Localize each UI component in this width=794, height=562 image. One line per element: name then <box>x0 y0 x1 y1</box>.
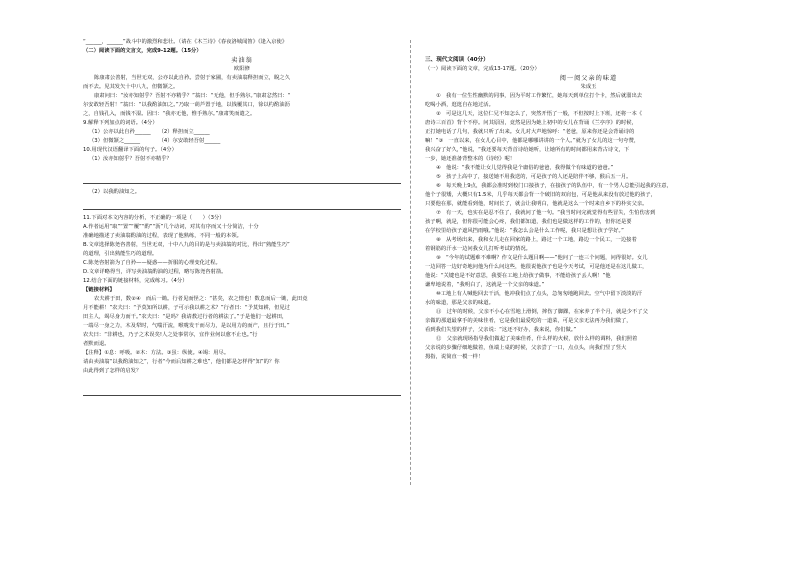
option-line: C.陈尧咨射箭为了自矜——疑惑——折服的心理变化过程。 <box>83 260 221 266</box>
question-10-item-1: （1）汝亦知射乎？吾射不亦精乎？ <box>89 156 172 162</box>
question-12: 12.结合下面的链接材料，完成练习。（4分） <box>83 278 188 284</box>
article-line: ⑥ 每天晚上9点，我都会准时到校门口接孩子，在接孩子的队伍中，有一个男人总能引起我的注意， <box>436 183 672 189</box>
option-line: D.文章详略得当，详写卖油翁酌油的过程，略写陈尧咨射箭。 <box>83 269 227 275</box>
article-line: 谦卑地说着，“我明白了，这就是一个父亲的味道。” <box>425 282 545 288</box>
article-line: 正打她电话了几句，我就只听了出来。女儿对大声地惊呼：“老爸，原来你还是会背诵诗的 <box>425 129 635 135</box>
article-line: 看到我们失望的样子，父亲说：“这还不好办，我来说，你们做。” <box>425 327 577 333</box>
link-material-header: 【链接材料】 <box>83 287 115 293</box>
passage-line: 陈康肃公善射，当世无双，公亦以此自矜。尝射于家圃，有卖油翁释担而立，睨之久 <box>94 75 290 81</box>
article-line: 亲做的那道最拿手的美味佳肴，它是我们最爱吃的一道菜，可是父亲无法再为我们做了， <box>425 318 632 324</box>
answer-line <box>83 183 401 184</box>
article-line: 唐诗三百首》背个不停。问其原因，竟然是因为她上初中的女儿在背诵《兰亭序》的时候， <box>425 120 637 126</box>
article-title: 阅一阅父亲的味道 <box>559 75 618 82</box>
right-column <box>425 38 752 362</box>
article-line: 水的味道，那是父亲的味道。 <box>425 300 494 306</box>
article-line: 一步，她还准备背整本的《诗经》呢！ <box>425 156 516 162</box>
column-divider <box>410 40 411 485</box>
article-line: 只要他在那，就能看到他，时间长了，就会让我明白，他就是这么一个时来自乡下的朴实父亲。 <box>425 201 648 207</box>
article-line: 他说：“关键也是不好意思，我要在工地上给孩子做事，不能给孩子丢人啊！”他 <box>425 273 611 279</box>
section-3-header: 三、现代文阅读（40分） <box>425 57 489 63</box>
article-line: ⑪ 过年的时候，父亲不小心在雪地上滑倒，摔伤了脚踝，在家养了半个月，就是少不了父 <box>436 309 648 315</box>
answer-line <box>83 209 401 210</box>
article-line: 在学校里给孩子遮风挡雨哦。”他说：“我怎么会是什么工作呢，我只是想让孩子学好。” <box>425 228 624 234</box>
passage-line: 康肃问曰：“汝亦知射乎？吾射不亦精乎？”翁曰：“无他，但手熟尔。”康肃忿然曰：“ <box>94 93 291 99</box>
article-line: ⑩工地上有人喊他回去干活，他冲我们点了点头，急匆匆地跑回去。空气中留下淡淡的汗 <box>436 291 643 297</box>
link-line: 者默而退。 <box>83 341 110 347</box>
section-2-header: （二）阅读下面的文言文，完成9-12题。（15分） <box>83 48 202 54</box>
option-line: B.文章选择陈尧咨善射，当世无双，十中八九的目的是与卖油翁的对比，得出“熟能生巧” <box>83 242 290 248</box>
option-line: 准确地描述了卖油翁酌油的过程，表现了他熟练，不同一般的本领。 <box>83 233 242 239</box>
article-line: ② 可是这几天，这位仁兄不知怎么了，突然开悟了一般，不但按时上下班，还将一本《 <box>436 111 643 117</box>
fill-blank-line: “______，______”战斗中的激烈和悲壮。（请在《木兰诗》《春夜洛城闻笛》《逢入京使》 <box>83 39 288 45</box>
article-line: 他个子很矮，大概只有1.5米，几乎每天都会背一个破旧的双肩包，可是他从来没有放过他的孩子， <box>425 192 656 198</box>
article-line: ⑨ “今年的试题难不难啊？作文是什么题目啊——”他问了一连三个问题，问得很好。女儿 <box>436 255 648 261</box>
article-line: 吃喝小酒，逛逛自在地过活。 <box>425 102 494 108</box>
article-line: 拇指，说简直一模一样！ <box>425 354 484 360</box>
article-line: ⑫ 父亲就现场指导我们做起了美味佳肴，什么样的火候，放什么样的调料，我们照着 <box>436 336 638 342</box>
option-line: 的道理，引出熟能生巧的道理。 <box>83 251 158 257</box>
passage-line: 之，自钱孔入，而钱不湿。因曰：“我亦无他，惟手熟尔。”康肃笑而遣之。 <box>83 111 256 117</box>
article-line: ① 我有一位生性幽默的同事，因为平时工作繁忙，她每天到单位打个卡，然后就溜出去 <box>436 93 643 99</box>
question-9-item: （1）公亦以此自矜______ （2）释担而立______ <box>89 129 210 135</box>
passage-line: 尔安敢轻吾射！”翁曰：“以我酌油知之。”乃取一葫芦置于地，以钱覆其口，徐以杓酌油沥 <box>83 102 290 108</box>
left-column <box>83 38 401 400</box>
link-line: 一端尽一身之力，木及犁时，气喘汗流，喉咙发干而尽力，是以用力的而产，且行于田。” <box>83 323 290 329</box>
question-12-text: 请由卖油翁“以我酌油知之”，行者“今而后知耕之难也”，他们都是怎样得“知”的？你 <box>83 359 280 365</box>
article-line: 着钢筋的汗水一边问我女儿打听考试的情况。 <box>425 246 531 252</box>
link-line: 农夫耕于田，数②④ 而后一锄。行者见而怪之：“甚矣，农之情也！数息而后一锄，此田竟 <box>94 296 308 302</box>
article-line: 父亲说的步骤仔细地做着，鱼端上桌的时候，父亲尝了一口，点点头，向我们竖了竖大 <box>425 345 627 351</box>
question-12-text: 由此得到了怎样的启发？ <box>83 368 142 374</box>
article-line: ⑦ 有一天，也实在是忍不住了，我就问了他一句。“我当时问完就觉得有些冒失，生怕伤害到 <box>436 210 656 216</box>
annotation-line: 【注释】①息：呼吸。②木：方法。③虽：纵使。④竭：用尽。 <box>83 350 230 356</box>
article-author: 朱成玉 <box>580 84 597 90</box>
question-11: 11.下面对本文内容的分析，不正确的一项是（ ）（3分） <box>83 215 225 221</box>
link-line: 农夫曰：“非耕也，乃子之术误矣!人之处事常尔，宜作业何以愈不止也。”行 <box>83 332 258 338</box>
article-line: ⑤ 孩子上高中了，接送她不用我送的，可是孩子的人还是陪伴不够，猴后五一月。 <box>436 174 632 180</box>
article-line: 一边回答一边好奇地问他为什么问这些，他很说他孩子也是今天考试，可是他还是在这儿做工， <box>425 264 648 270</box>
question-10: 10.用现代汉语翻译下面的句子。（4分） <box>83 147 177 153</box>
article-line: ⑧ 从考场出来，我和女儿走在回家的路上，路过一个工地，路边一个民工，一边接着 <box>436 237 637 243</box>
answer-line <box>83 395 401 396</box>
article-line: 嘛！”③ 一直以来，在女儿心目中，他都是哪哪讲讲的一个人。”就为了女儿的这一句夸赞， <box>425 138 640 144</box>
passage-line: 而不去。见其发矢十中八九，但微颔之。 <box>83 84 179 90</box>
link-line: 田主人，竭尽身力而干。”农夫曰：“是吗？我请教过行者的耕法了。”于是他们一起耕田， <box>83 314 288 320</box>
passage-author: 欧阳修 <box>234 66 250 72</box>
passage-title: 卖油翁 <box>231 57 253 64</box>
article-line: 我兴奋了好久，”他说，“我还要每天背首诗给她听，让她所有的时间都用来背古诗文，下 <box>425 147 630 153</box>
article-line: 孩子啊，就是，但你很可能会心疼，我们都知道，我们也是做这样的工作的，但你还是要 <box>425 219 632 225</box>
link-line: 月不能耕！”农夫曰：“予莫知所以耕，子可示我以耕之术？”行者曰：“予莫知耕，但见过 <box>83 305 290 311</box>
option-line: A.作者运用“取”“置”“覆”“酌”“沥”几个动词，对其有序而又十分简洁，十分 <box>83 224 259 230</box>
article-line: ④ 他说：“我不能让女儿觉得我是个庸俗的爸爸，我得做个有味道的爸爸。” <box>436 165 614 171</box>
question-9-item: （3）但微颔之______ （4）尔安敢轻吾射______ <box>89 138 221 144</box>
sub-section-header: （一）阅读下面的文章，完成13-17题。（20分） <box>425 66 540 72</box>
question-9: 9.解释下列加点的词语。（4分） <box>83 120 158 126</box>
question-10-item-2: （2）以我酌油知之。 <box>89 189 141 195</box>
